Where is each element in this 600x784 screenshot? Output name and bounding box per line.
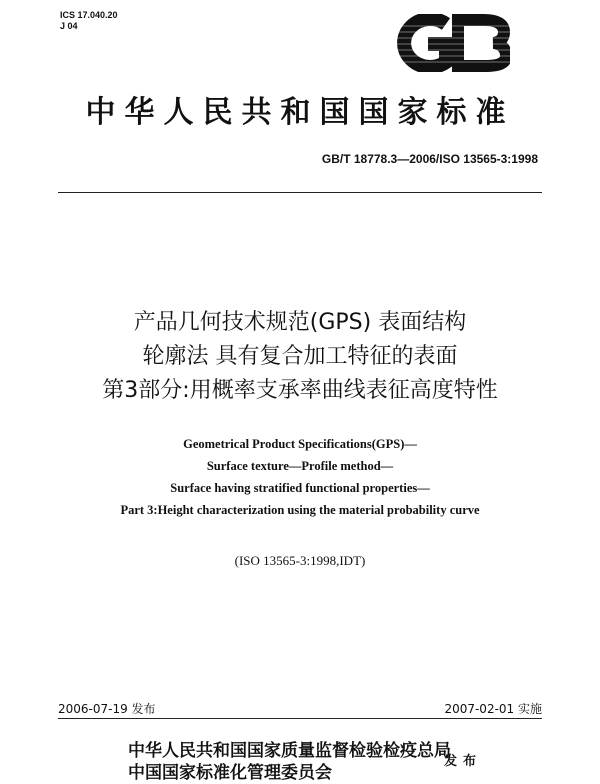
top-divider (58, 192, 542, 193)
english-title-line: Surface texture—Profile method— (206, 459, 394, 473)
national-standard-title: 中华人民共和国国家标准 (85, 95, 515, 130)
chinese-title-line: 产品几何技术规范(GPS) 表面结构 (133, 310, 467, 335)
chinese-title-line: 第3部分:用概率支承率曲线表征高度特性 (102, 378, 498, 403)
english-title-line: Part 3:Height characterization using the material probability curve (120, 503, 480, 517)
chinese-title-line: 轮廓法 具有复合加工特征的表面 (142, 344, 458, 369)
issuer-name: 中国国家标准化管理委员会 (128, 763, 332, 783)
bottom-divider (58, 718, 542, 719)
issue-label: 发布 (444, 754, 483, 769)
english-title (0, 433, 600, 521)
ics-code: ICS 17.040.20 (60, 10, 118, 20)
classification-codes (60, 10, 118, 32)
gb-logo-icon (392, 14, 510, 72)
english-title-line: Surface having stratified functional properties— (170, 481, 430, 495)
issuing-authorities (128, 740, 451, 784)
issuer-name: 中华人民共和国国家质量监督检验检疫总局 (128, 741, 451, 761)
ccs-code: J 04 (60, 21, 78, 31)
chinese-title (0, 306, 600, 408)
implementation-date: 2007-02-01 实施 (444, 702, 542, 716)
english-title-line: Geometrical Product Specifications(GPS)— (183, 437, 417, 451)
issue-date: 2006-07-19 发布 (58, 702, 156, 716)
standard-number: GB/T 18778.3—2006/ISO 13565-3:1998 (321, 152, 538, 166)
iso-equivalence: (ISO 13565-3:1998,IDT) (234, 553, 366, 568)
